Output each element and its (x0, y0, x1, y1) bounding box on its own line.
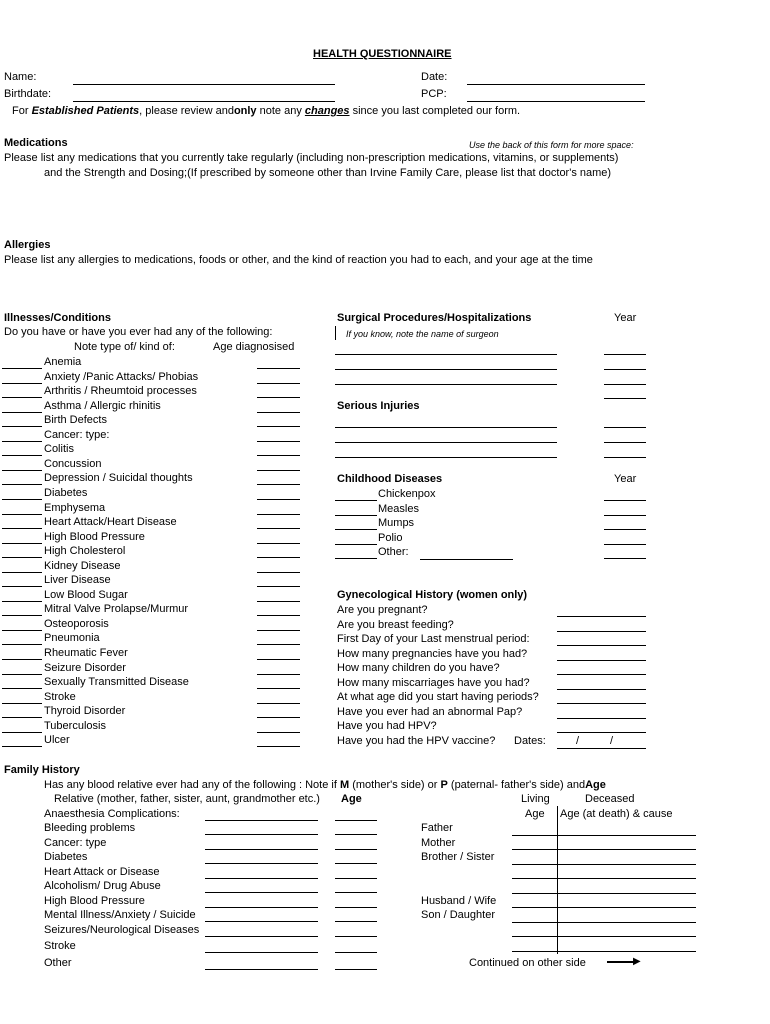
family-relative-line[interactable] (205, 969, 318, 970)
family-relative-line[interactable] (205, 892, 318, 893)
illness-item-label: Birth Defects (44, 414, 107, 427)
family-relative-line[interactable] (205, 952, 318, 953)
gyn-dates-label: Dates: (514, 735, 546, 747)
family-condition-label: Diabetes (44, 851, 88, 863)
family-relative-label: Husband / Wife (421, 895, 497, 907)
note-for: For (12, 105, 29, 117)
family-age-death: Age (at death) & cause (560, 808, 673, 820)
name-label: Name: (4, 71, 37, 83)
illness-type-line[interactable] (2, 455, 42, 456)
illness-age-line[interactable] (257, 630, 300, 631)
illness-type-line[interactable] (2, 368, 42, 369)
gyn-answer-line[interactable] (557, 703, 646, 704)
illness-type-line[interactable] (2, 528, 42, 529)
illness-type-line[interactable] (2, 717, 42, 718)
family-heading: Family History (4, 764, 80, 776)
childhood-item-label: Other: (378, 546, 409, 559)
illness-type-line[interactable] (2, 514, 42, 515)
family-living-label: Living (521, 793, 550, 805)
pcp-label: PCP: (421, 88, 447, 100)
illness-age-line[interactable] (257, 543, 300, 544)
surgical-year-line[interactable] (604, 369, 646, 370)
illness-age-line[interactable] (257, 368, 300, 369)
name-field[interactable] (73, 84, 335, 85)
injury-line[interactable] (335, 427, 557, 428)
illness-item-label: Liver Disease (44, 574, 111, 587)
illness-item-label: Tuberculosis (44, 719, 106, 732)
childhood-item-label: Mumps (378, 517, 415, 530)
continued-note: Continued on other side (469, 957, 586, 969)
illness-item-label: Mitral Valve Prolapse/Murmur (44, 603, 189, 616)
illness-type-line[interactable] (2, 426, 42, 427)
family-line1-p: P (440, 779, 448, 791)
illness-type-line[interactable] (2, 499, 42, 500)
illness-type-line[interactable] (2, 412, 42, 413)
family-relative-label: Son / Daughter (421, 909, 495, 921)
allergies-line1: Please list any allergies to medications, foods or other, and the kind of reaction you had to each, and your age at the time (4, 254, 593, 266)
date-label: Date: (421, 71, 448, 83)
illness-item-label: Seizure Disorder (44, 661, 126, 674)
illness-item-label: Low Blood Sugar (44, 588, 128, 601)
family-death-cause-line[interactable] (557, 835, 696, 836)
family-line1-a: Has any blood relative ever had any of the following : Note if (44, 779, 337, 791)
injury-year-line[interactable] (604, 457, 646, 458)
illness-type-line[interactable] (2, 557, 42, 558)
illness-type-line[interactable] (2, 615, 42, 616)
childhood-year-line[interactable] (604, 544, 646, 545)
gyn-question: How many pregnancies have you had? (337, 647, 528, 660)
family-condition-label: High Blood Pressure (44, 895, 145, 907)
surgical-year-line[interactable] (604, 398, 646, 399)
illness-item-label: Osteoporosis (44, 617, 109, 630)
family-living-age-line[interactable] (512, 951, 557, 952)
family-age-line[interactable] (335, 863, 377, 864)
illness-type-line[interactable] (2, 383, 42, 384)
illnesses-question: Do you have or have you ever had any of the following: (4, 326, 273, 338)
family-living-age-line[interactable] (512, 922, 557, 923)
gyn-answer-line[interactable] (557, 689, 646, 690)
note-since: since you last completed our form. (352, 105, 521, 117)
illness-age-line[interactable] (257, 383, 300, 384)
family-relative-label: Father (421, 822, 453, 834)
family-relative-line[interactable] (205, 936, 318, 937)
illnesses-col-age: Age diagnosised (213, 341, 295, 353)
injury-year-line[interactable] (604, 427, 646, 428)
illness-type-line[interactable] (2, 644, 42, 645)
childhood-heading: Childhood Diseases (337, 473, 443, 485)
gyn-question: Are you breast feeding? (337, 618, 454, 631)
medications-line2: and the Strength and Dosing;(If prescribed by someone other than Irvine Family Care, please list that doctor's name) (44, 167, 612, 179)
family-living-age-line[interactable] (512, 907, 557, 908)
injury-line[interactable] (335, 442, 557, 443)
childhood-year-label: Year (614, 473, 637, 485)
illness-type-line[interactable] (2, 470, 42, 471)
family-living-age-line[interactable] (512, 878, 557, 879)
family-death-cause-line[interactable] (557, 936, 696, 937)
surgical-line[interactable] (335, 354, 557, 355)
gyn-question: How many children do you have? (337, 662, 500, 675)
illness-item-label: Emphysema (44, 501, 106, 514)
illness-age-line[interactable] (257, 426, 300, 427)
illness-item-label: Concussion (44, 457, 102, 470)
family-condition-label: Alcoholism/ Drug Abuse (44, 880, 161, 892)
illness-age-line[interactable] (257, 441, 300, 442)
illnesses-heading: Illnesses/Conditions (4, 312, 111, 324)
family-relative-line[interactable] (205, 820, 318, 821)
family-relative-line[interactable] (205, 834, 318, 835)
family-age-line[interactable] (335, 820, 377, 821)
illness-item-label: Depression / Suicidal thoughts (44, 472, 193, 485)
birthdate-label: Birthdate: (4, 88, 52, 100)
illness-type-line[interactable] (2, 703, 42, 704)
illness-age-line[interactable] (257, 528, 300, 529)
childhood-year-line[interactable] (604, 500, 646, 501)
pcp-field[interactable] (467, 101, 645, 102)
illnesses-col-type: Note type of/ kind of: (74, 341, 175, 353)
childhood-year-line[interactable] (604, 529, 646, 530)
illness-age-line[interactable] (257, 659, 300, 660)
gyn-heading: Gynecological History (women only) (337, 589, 528, 601)
gyn-question: At what age did you start having periods? (337, 691, 539, 704)
family-line2: Relative (mother, father, sister, aunt, grandmother etc.) (54, 793, 320, 805)
illness-type-line[interactable] (2, 688, 42, 689)
illness-age-line[interactable] (257, 674, 300, 675)
note-changes: changes (304, 105, 350, 117)
note-only: only (233, 105, 257, 117)
family-death-cause-line[interactable] (557, 849, 696, 850)
illness-type-line[interactable] (2, 586, 42, 587)
illness-age-line[interactable] (257, 557, 300, 558)
surgical-bracket (335, 326, 336, 340)
illness-age-line[interactable] (257, 484, 300, 485)
illness-type-line[interactable] (2, 441, 42, 442)
illness-age-line[interactable] (257, 397, 300, 398)
family-condition-label: Seizures/Neurological Diseases (44, 924, 200, 936)
arrow-right-icon: ▶ (633, 956, 641, 967)
gyn-question: Have you ever had an abnormal Pap? (337, 705, 523, 718)
page-title: HEALTH QUESTIONNAIRE (313, 48, 452, 60)
family-age-col: Age (525, 808, 545, 820)
childhood-item-label: Measles (378, 502, 419, 515)
childhood-check-line[interactable] (335, 515, 377, 516)
family-line1-c: (paternal- father's side) and (450, 779, 586, 791)
family-age-line[interactable] (335, 834, 377, 835)
family-age-line[interactable] (335, 969, 377, 970)
family-relative-line[interactable] (205, 921, 318, 922)
childhood-item-label: Polio (378, 531, 403, 544)
illness-age-line[interactable] (257, 470, 300, 471)
family-age-line[interactable] (335, 936, 377, 937)
gyn-answer-line[interactable] (557, 718, 646, 719)
childhood-check-line[interactable] (335, 558, 377, 559)
family-death-cause-line[interactable] (557, 878, 696, 879)
family-condition-label: Stroke (44, 940, 76, 952)
childhood-check-line[interactable] (335, 500, 377, 501)
family-col-divider (557, 806, 558, 954)
family-age-line[interactable] (335, 952, 377, 953)
family-condition-label: Other (44, 957, 72, 969)
childhood-item-label: Chickenpox (378, 488, 436, 500)
surgical-year-label: Year (614, 312, 637, 324)
family-age-line[interactable] (335, 892, 377, 893)
family-relative-line[interactable] (205, 907, 318, 908)
surgical-line[interactable] (335, 384, 557, 385)
illness-item-label: Colitis (44, 443, 74, 456)
medications-line1: Please list any medications that you currently take regularly (including non-prescription medications, vitamins, or supplements) (4, 152, 619, 164)
gyn-answer-line[interactable] (557, 732, 646, 733)
childhood-year-line[interactable] (604, 558, 646, 559)
surgical-year-line[interactable] (604, 354, 646, 355)
family-age-line[interactable] (335, 849, 377, 850)
childhood-other-field[interactable] (420, 559, 513, 560)
date-field[interactable] (467, 84, 645, 85)
gyn-answer-line[interactable] (557, 660, 646, 661)
illness-item-label: Kidney Disease (44, 559, 121, 572)
medications-back-note: Use the back of this form for more space: (469, 140, 634, 150)
allergies-heading: Allergies (4, 239, 51, 251)
family-living-age-line[interactable] (512, 936, 557, 937)
illness-item-label: Ulcer (44, 734, 70, 747)
illness-item-label: Thyroid Disorder (44, 705, 126, 718)
illness-age-line[interactable] (257, 412, 300, 413)
illness-item-label: Rheumatic Fever (44, 647, 128, 659)
illness-type-line[interactable] (2, 601, 42, 602)
gyn-question: Are you pregnant? (337, 604, 428, 616)
illness-age-line[interactable] (257, 717, 300, 718)
family-relative-line[interactable] (205, 849, 318, 850)
illness-age-line[interactable] (257, 586, 300, 587)
gyn-date-slash: / (610, 735, 614, 747)
family-age-label: Age (341, 793, 362, 805)
illness-age-line[interactable] (257, 601, 300, 602)
gyn-answer-line[interactable] (557, 631, 646, 632)
family-death-cause-line[interactable] (557, 951, 696, 952)
illness-age-line[interactable] (257, 572, 300, 573)
family-relative-line[interactable] (205, 863, 318, 864)
gyn-question: How many miscarriages have you had? (337, 676, 530, 689)
childhood-year-line[interactable] (604, 515, 646, 516)
gyn-question: First Day of your Last menstrual period: (337, 633, 530, 646)
medications-heading: Medications (4, 137, 68, 149)
illness-age-line[interactable] (257, 514, 300, 515)
family-condition-label: Cancer: type (44, 837, 107, 849)
family-living-age-line[interactable] (512, 864, 557, 865)
illness-age-line[interactable] (257, 732, 300, 733)
illness-type-line[interactable] (2, 397, 42, 398)
illness-type-line[interactable] (2, 746, 42, 747)
illness-item-label: Anemia (44, 356, 82, 368)
family-age-line[interactable] (335, 878, 377, 879)
illness-item-label: Pneumonia (44, 632, 100, 645)
family-condition-label: Bleeding problems (44, 822, 136, 834)
family-condition-label: Anaesthesia Complications: (44, 808, 180, 820)
note-review: , please review and (139, 105, 234, 117)
family-line1-b: (mother's side) or (352, 779, 438, 791)
illness-item-label: Arthritis / Rheumtoid processes (44, 385, 197, 398)
family-death-cause-line[interactable] (557, 864, 696, 865)
family-relative-label: Brother / Sister (421, 851, 495, 863)
illness-item-label: High Cholesterol (44, 545, 126, 558)
surgical-line[interactable] (335, 369, 557, 370)
note-established: Established Patients (31, 105, 140, 117)
illness-age-line[interactable] (257, 615, 300, 616)
illness-age-line[interactable] (257, 644, 300, 645)
family-relative-label: Mother (421, 837, 456, 849)
injuries-heading: Serious Injuries (337, 400, 420, 412)
illness-item-label: Diabetes (44, 486, 88, 499)
illness-type-line[interactable] (2, 484, 42, 485)
childhood-check-line[interactable] (335, 544, 377, 545)
illness-age-line[interactable] (257, 455, 300, 456)
illness-type-line[interactable] (2, 732, 42, 733)
gyn-date-slash: / (576, 735, 580, 747)
gyn-question: Have you had HPV? (337, 720, 437, 733)
family-living-age-line[interactable] (512, 893, 557, 894)
family-condition-label: Heart Attack or Disease (44, 866, 160, 878)
childhood-check-line[interactable] (335, 529, 377, 530)
family-line1-age: Age (585, 779, 606, 791)
illness-type-line[interactable] (2, 630, 42, 631)
illness-age-line[interactable] (257, 703, 300, 704)
illness-item-label: Heart Attack/Heart Disease (44, 516, 177, 529)
illness-type-line[interactable] (2, 572, 42, 573)
illness-item-label: High Blood Pressure (44, 530, 145, 543)
family-death-cause-line[interactable] (557, 922, 696, 923)
family-age-line[interactable] (335, 921, 377, 922)
gyn-answer-line[interactable] (557, 645, 646, 646)
surgeon-note: If you know, note the name of surgeon (346, 329, 499, 339)
family-condition-label: Mental Illness/Anxiety / Suicide (44, 909, 196, 921)
illness-age-line[interactable] (257, 746, 300, 747)
family-relative-line[interactable] (205, 878, 318, 879)
family-age-line[interactable] (335, 907, 377, 908)
family-deceased-label: Deceased (585, 793, 635, 805)
illness-type-line[interactable] (2, 543, 42, 544)
illness-type-line[interactable] (2, 674, 42, 675)
illness-age-line[interactable] (257, 688, 300, 689)
family-living-age-line[interactable] (512, 835, 557, 836)
injury-year-line[interactable] (604, 442, 646, 443)
family-living-age-line[interactable] (512, 849, 557, 850)
illness-item-label: Sexually Transmitted Disease (44, 676, 189, 689)
family-line1 (44, 779, 606, 792)
family-death-cause-line[interactable] (557, 893, 696, 894)
illness-age-line[interactable] (257, 499, 300, 500)
injury-line[interactable] (335, 457, 557, 458)
gyn-answer-line[interactable] (557, 674, 646, 675)
family-line1-m: M (339, 779, 350, 791)
hpv-dates-field[interactable] (557, 748, 646, 749)
illness-type-line[interactable] (2, 659, 42, 660)
surgical-year-line[interactable] (604, 384, 646, 385)
illness-item-label: Anxiety /Panic Attacks/ Phobias (44, 370, 199, 383)
illness-item-label: Stroke (44, 690, 76, 703)
family-death-cause-line[interactable] (557, 907, 696, 908)
note-any: note any (259, 105, 302, 117)
gyn-answer-line[interactable] (557, 616, 646, 617)
illness-item-label: Cancer: type: (44, 428, 110, 441)
surgical-heading: Surgical Procedures/Hospitalizations (337, 312, 532, 324)
birthdate-field[interactable] (73, 101, 335, 102)
illness-item-label: Asthma / Allergic rhinitis (44, 399, 161, 412)
gyn-question: Have you had the HPV vaccine? (337, 734, 496, 747)
established-note (12, 105, 520, 118)
